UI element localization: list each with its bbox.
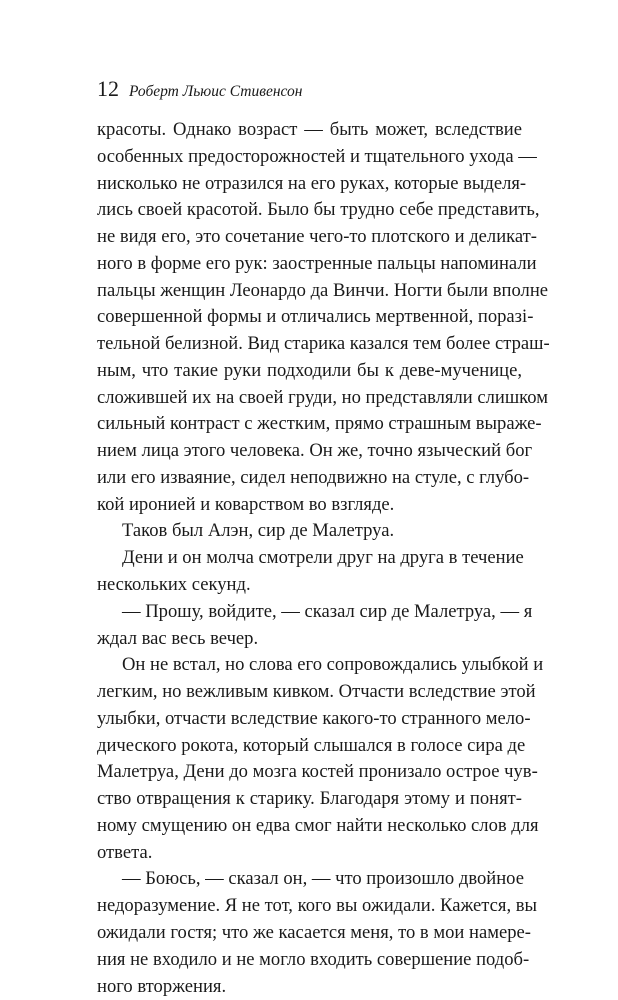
text-line: ответа. — [97, 841, 153, 863]
running-head — [97, 76, 302, 106]
text-line: тельной белизной. Вид старика казался тем более страш- — [97, 333, 550, 355]
paragraph — [97, 652, 544, 866]
text-line: пальцы женщин Леонардо да Винчи. Ногти были вполне — [97, 279, 549, 301]
text-line: нескольких секунд. — [97, 574, 251, 596]
text-line: ным, что такие руки подходили бы к деве-мученице, — [97, 359, 522, 381]
text-line: недоразумение. Я не тот, кого вы ожидали. Кажется, вы — [97, 895, 538, 917]
page-number: 12 — [97, 76, 119, 101]
text-line: ожидали гостя; что же касается меня, то в мои намере- — [97, 921, 531, 943]
text-line: нисколько не отразился на его руках, которые выделя- — [97, 172, 527, 194]
text-line: кой иронией и коварством во взгляде. — [97, 493, 395, 515]
text-line: не видя его, это сочетание чего-то плотского и деликат- — [97, 226, 537, 248]
text-line: ждал вас весь вечер. — [97, 627, 259, 649]
text-line: дического рокота, который слышался в голосе сира де — [97, 734, 526, 756]
paragraph — [97, 866, 538, 1000]
text-line: совершенной формы и отличались мертвенной, поразі- — [97, 306, 534, 328]
paragraph — [97, 599, 533, 653]
text-line: ство отвращения к старику. Благодаря этому и понят- — [97, 788, 522, 810]
text-line: ного в форме его рук: заостренные пальцы напоминали — [97, 252, 537, 274]
text-line: улыбки, отчасти вследствие какого-то странного мело- — [97, 707, 531, 729]
text-line: Таков был Алэн, сир де Малетруа. — [122, 520, 395, 542]
text-line: особенных предосторожностей и тщательного ухода — — [97, 145, 537, 167]
text-line: сильный контраст с жестким, прямо страшным выраже- — [97, 413, 542, 435]
paragraph — [97, 518, 522, 545]
body-text — [97, 117, 550, 1000]
running-title-author: Роберт Льюис Стивенсон — [129, 83, 303, 100]
paragraph — [97, 117, 550, 518]
text-line: сложившей их на своей груди, но представляли слишком — [97, 386, 548, 408]
text-line: легким, но вежливым кивком. Отчасти вследствие этой — [97, 681, 536, 703]
text-line: лись своей красотой. Было бы трудно себе представить, — [97, 199, 540, 221]
text-line: нием лица этого человека. Он же, точно языческий бог — [97, 440, 533, 462]
text-line: Малетруа, Дени до мозга костей пронизало острое чув- — [97, 761, 538, 783]
text-line: ного вторжения. — [97, 975, 227, 997]
text-line: или его изваяние, сидел неподвижно на стуле, с глубо- — [97, 466, 530, 488]
text-line: ному смущению он едва смог найти несколько слов для — [97, 814, 539, 836]
text-line: Дени и он молча смотрели друг на друга в течение — [122, 547, 524, 569]
text-line: ния не входило и не могло входить совершение подоб- — [97, 948, 530, 970]
text-line: Он не встал, но слова его сопровождались улыбкой и — [122, 654, 544, 676]
text-line: красоты. Однако возраст — быть может, вследствие — [97, 119, 522, 140]
text-line: — Прошу, войдите, — сказал сир де Малетруа, — я — [122, 600, 533, 622]
text-line: — Боюсь, — сказал он, — что произошло двойное — [122, 868, 524, 890]
paragraph — [97, 545, 522, 599]
